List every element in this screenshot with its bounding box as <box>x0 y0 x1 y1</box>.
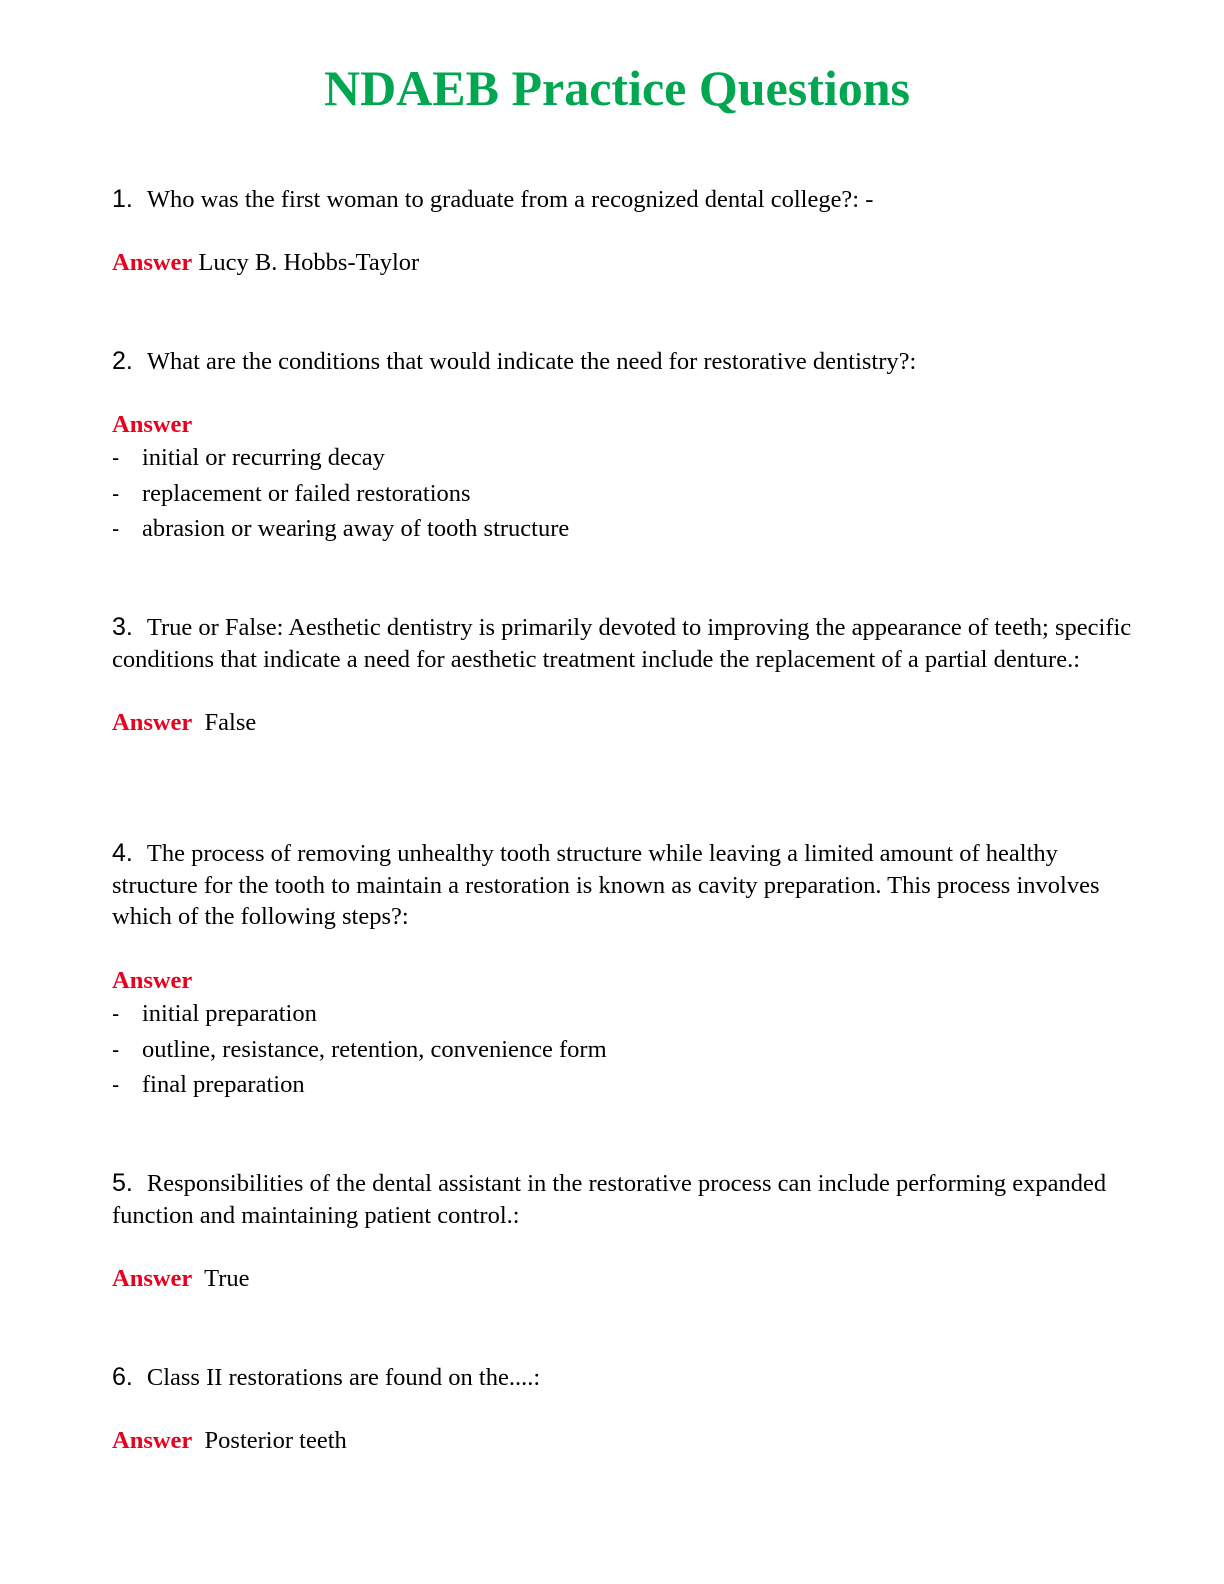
list-item: - initial preparation <box>112 996 1132 1032</box>
question-text <box>112 612 1132 675</box>
list-item: - replacement or failed restorations <box>112 476 1132 512</box>
question-block <box>112 838 1132 1103</box>
question-body: True or False: Aesthetic dentistry is primarily devoted to improving the appearance of teeth; specific conditions that indicate a need for aesthetic treatment include the replacement of a partial denture.: <box>112 614 1132 673</box>
dash-bullet-icon: - <box>112 1036 120 1062</box>
answer-list <box>112 996 1132 1103</box>
question-body: The process of removing unhealthy tooth structure while leaving a limited amount of healthy structure for the tooth to maintain a restoration is known as cavity preparation. This process involves which of the following steps?: <box>112 840 1100 930</box>
question-body: What are the conditions that would indicate the need for restorative dentistry?: <box>146 348 917 375</box>
question-body: Responsibilities of the dental assistant in the restorative process can include performing expanded function and maintaining patient control.: <box>112 1170 1107 1229</box>
dash-bullet-icon: - <box>112 1072 120 1097</box>
answer-text: False <box>204 709 257 736</box>
dash-bullet-icon: - <box>112 445 120 470</box>
question-number: 5. <box>112 1169 133 1197</box>
answer-line <box>112 247 1132 279</box>
question-body: Class II restorations are found on the....: <box>146 1364 541 1391</box>
page-title: NDAEB Practice Questions <box>323 60 911 116</box>
dash-bullet-icon: - <box>112 516 120 541</box>
question-block <box>112 1168 1132 1295</box>
question-text <box>112 346 1132 378</box>
answer-label: Answer <box>112 709 193 736</box>
question-body: Who was the first woman to graduate from a recognized dental college?: - <box>146 186 874 213</box>
list-item: - outline, resistance, retention, convenience form <box>112 1032 1132 1068</box>
dash-bullet-icon: - <box>112 1001 120 1026</box>
answer-label: Answer <box>112 1265 193 1292</box>
answer-label: Answer <box>112 410 193 438</box>
answer-text: Posterior teeth <box>204 1426 347 1454</box>
question-text <box>112 184 1132 216</box>
answer-text: Lucy B. Hobbs-Taylor <box>198 248 420 276</box>
question-text <box>112 838 1132 933</box>
question-number: 3. <box>112 613 133 641</box>
question-block <box>112 184 1132 278</box>
answer-line <box>112 1425 1132 1457</box>
question-number: 6. <box>112 1363 133 1391</box>
answer-label: Answer <box>112 966 193 994</box>
answer-line <box>112 409 1132 441</box>
list-item: - initial or recurring decay <box>112 440 1132 476</box>
list-item: - final preparation <box>112 1067 1132 1103</box>
question-block <box>112 346 1132 547</box>
question-number: 2. <box>112 347 133 375</box>
answer-list <box>112 440 1132 547</box>
answer-label: Answer <box>112 248 193 276</box>
answer-label: Answer <box>112 1426 193 1454</box>
question-text <box>112 1362 1132 1394</box>
dash-bullet-icon: - <box>112 480 120 506</box>
question-number: 1. <box>112 185 133 213</box>
answer-line <box>112 965 1132 997</box>
list-item: - abrasion or wearing away of tooth structure <box>112 511 1132 547</box>
question-block <box>112 612 1132 739</box>
answer-line <box>112 707 1132 739</box>
answer-text: True <box>204 1265 250 1292</box>
answer-line <box>112 1263 1132 1295</box>
question-number: 4. <box>112 839 133 867</box>
question-block <box>112 1362 1132 1456</box>
question-text <box>112 1168 1132 1231</box>
